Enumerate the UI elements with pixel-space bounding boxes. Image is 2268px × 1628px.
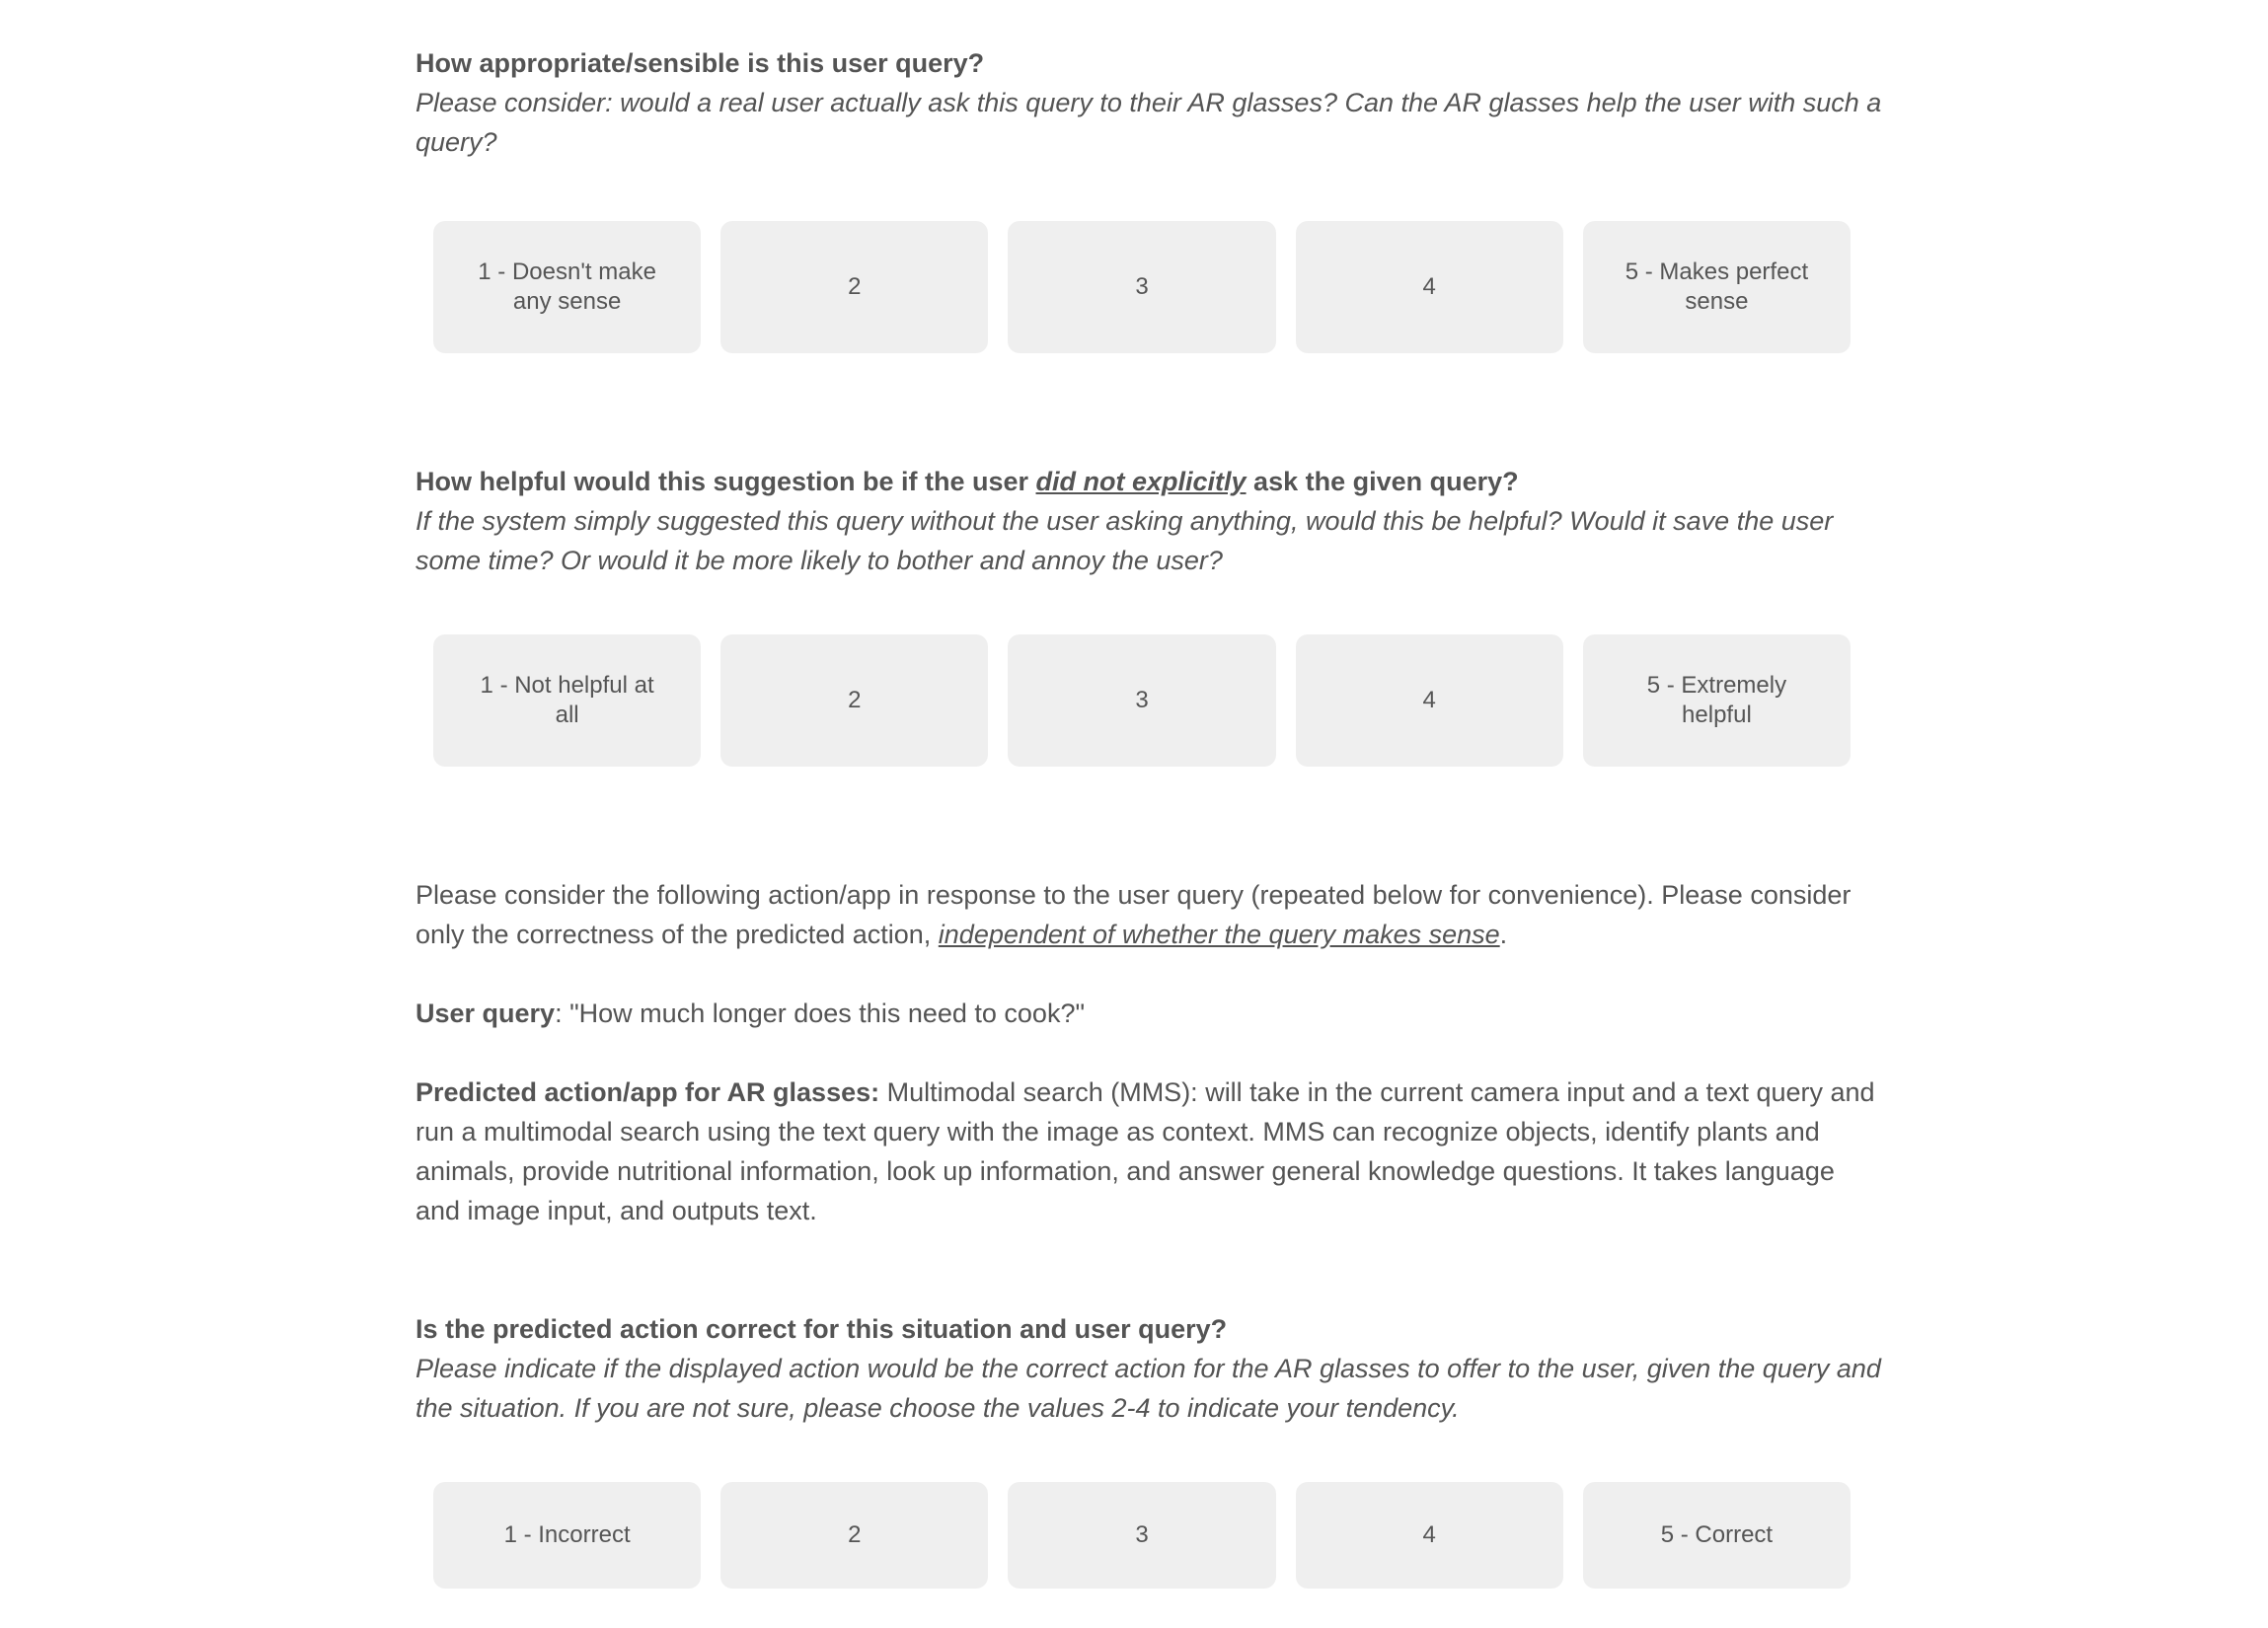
correctness-rating-2-button[interactable]: 2 (720, 1482, 988, 1589)
title-prefix: How helpful would this suggestion be if the user (416, 467, 1036, 496)
rating-scale-correctness (433, 1482, 1851, 1589)
correctness-rating-1-button[interactable]: 1 - Incorrect (433, 1482, 701, 1589)
rating-scale-appropriateness (433, 221, 1851, 353)
question-title: Is the predicted action correct for this situation and user query? (416, 1314, 1228, 1344)
question-subtitle: Please consider: would a real user actually ask this query to their AR glasses? Can the AR glasses help the user with such a query? (416, 88, 1882, 157)
helpfulness-rating-2-button[interactable]: 2 (720, 634, 988, 767)
helpfulness-rating-5-button[interactable]: 5 - Extremely helpful (1583, 634, 1851, 767)
title-suffix: ask the given query? (1246, 467, 1519, 496)
predicted-action-paragraph (416, 1073, 1883, 1230)
predicted-action-value: Multimodal search (MMS): will take in the current camera input and a text query and run a multimodal search using the text query with the image as context. MMS can recognize objects, identify plants and animals, provide nutritional information, look up information, and answer general knowledge questions. It takes language and image input, and outputs text. (416, 1077, 1875, 1225)
intro-suffix: . (1499, 920, 1508, 949)
appropriateness-rating-2-button[interactable]: 2 (720, 221, 988, 353)
intro-emphasis: independent of whether the query makes sense (938, 920, 1500, 949)
predicted-action-label: Predicted action/app for AR glasses: (416, 1077, 880, 1107)
user-query-value: : "How much longer does this need to cook?" (555, 999, 1086, 1028)
question-title (416, 462, 1883, 501)
question-appropriateness (416, 43, 1883, 353)
question-subtitle: If the system simply suggested this query without the user asking anything, would this be helpful? Would it save the user some time? Or would it be more likely to bother and annoy the user? (416, 506, 1834, 575)
appropriateness-rating-3-button[interactable]: 3 (1008, 221, 1275, 353)
appropriateness-rating-5-button[interactable]: 5 - Makes perfect sense (1583, 221, 1851, 353)
helpfulness-rating-4-button[interactable]: 4 (1296, 634, 1563, 767)
intro-prefix: Please consider the following action/app in response to the user query (repeated below for convenience). Please consider only the correctness of the predicted action, (416, 880, 1852, 949)
question-subtitle: Please indicate if the displayed action would be the correct action for the AR glasses to offer to the user, given the query and the situation. If you are not sure, please choose the values 2-4 to indicate your tendency. (416, 1354, 1881, 1423)
appropriateness-rating-4-button[interactable]: 4 (1296, 221, 1563, 353)
correctness-rating-5-button[interactable]: 5 - Correct (1583, 1482, 1851, 1589)
correctness-rating-4-button[interactable]: 4 (1296, 1482, 1563, 1589)
title-emphasis: did not explicitly (1035, 467, 1247, 496)
appropriateness-rating-1-button[interactable]: 1 - Doesn't make any sense (433, 221, 701, 353)
user-query-label: User query (416, 999, 556, 1028)
question-title: How appropriate/sensible is this user query? (416, 48, 985, 78)
correctness-rating-3-button[interactable]: 3 (1008, 1482, 1275, 1589)
question-helpfulness (416, 462, 1883, 767)
user-query-line (416, 994, 1883, 1033)
helpfulness-rating-1-button[interactable]: 1 - Not helpful at all (433, 634, 701, 767)
rating-scale-helpfulness (433, 634, 1851, 767)
helpfulness-rating-3-button[interactable]: 3 (1008, 634, 1275, 767)
question-correctness (416, 1309, 1883, 1589)
instructions-paragraph (416, 875, 1883, 954)
